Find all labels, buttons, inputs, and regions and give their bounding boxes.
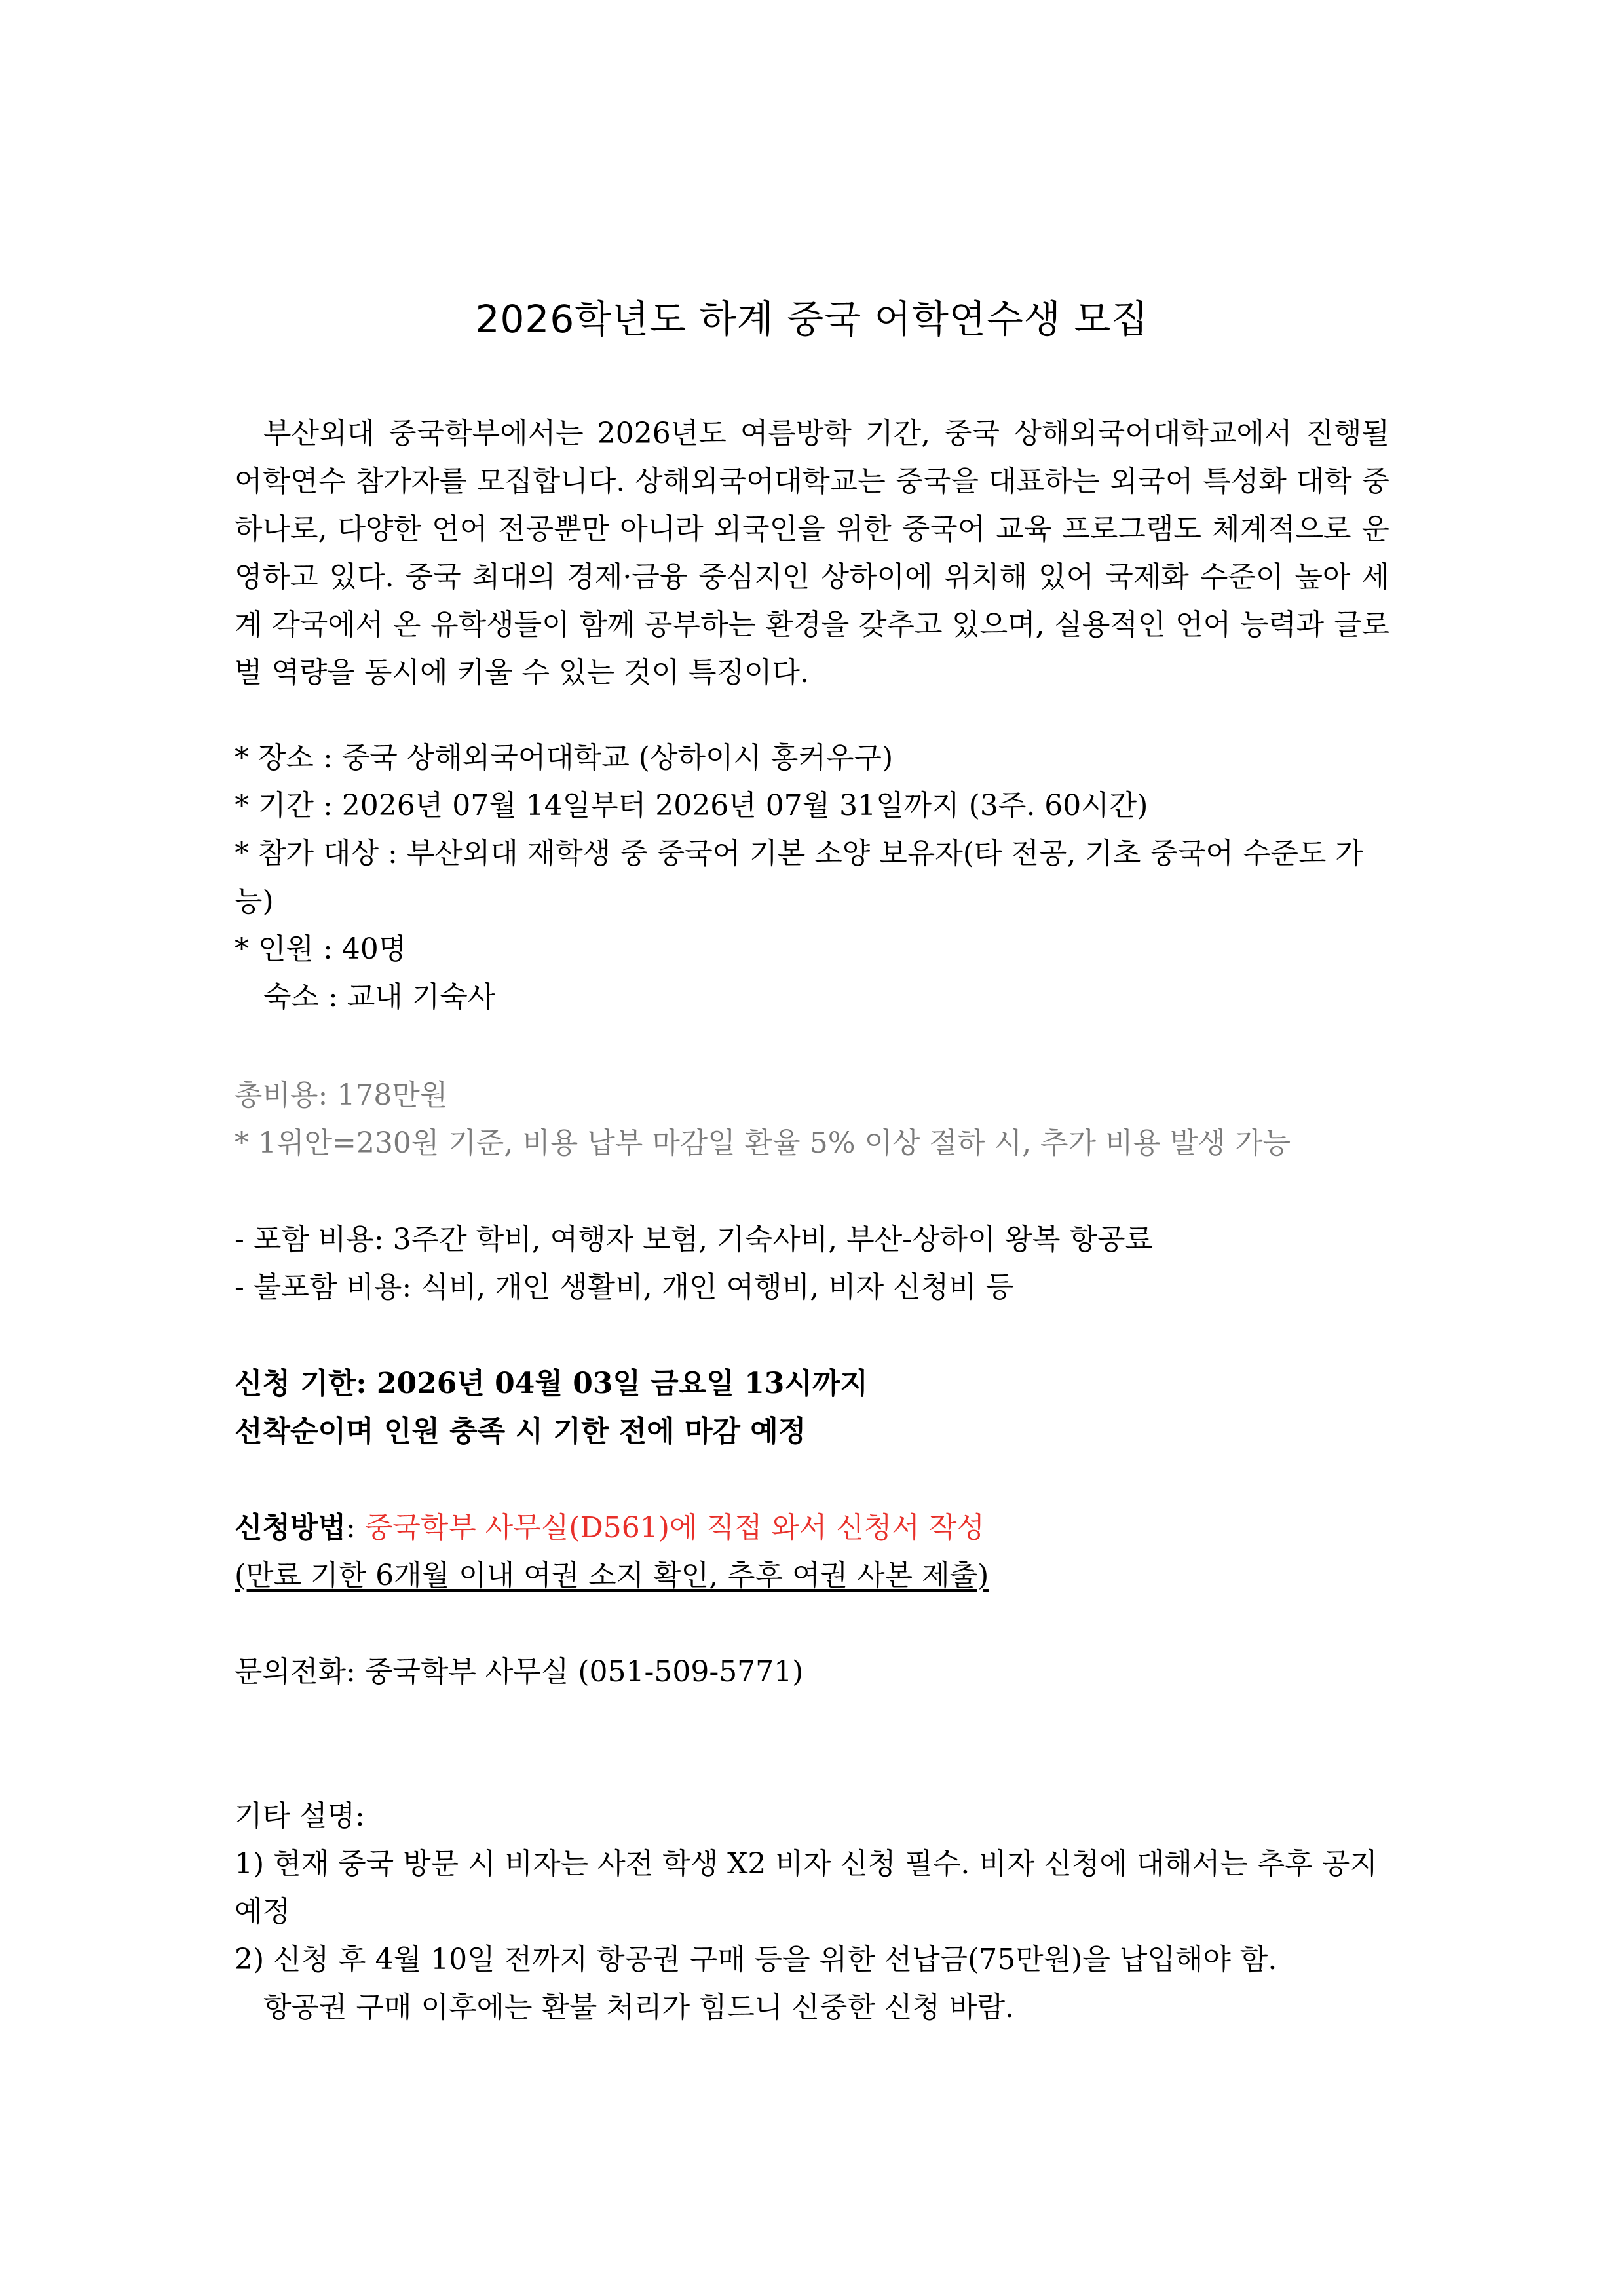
total-cost-line: 총비용: 178만원 [235, 1079, 448, 1112]
included-costs-line: - 포함 비용: 3주간 학비, 여행자 보험, 기숙사비, 부산-상하이 왕복 항공료 [235, 1223, 1153, 1256]
contact-line: 문의전화: 중국학부 사무실 (051-509-5771) [235, 1655, 804, 1689]
other-item-2: 2) 신청 후 4월 10일 전까지 항공권 구매 등을 위한 선납금(75만원)을 납입해야 함. [235, 1943, 1277, 1976]
other-heading: 기타 설명: [235, 1799, 365, 1833]
apply-method: 중국학부 사무실(D561)에 직접 와서 신청서 작성 [364, 1511, 985, 1544]
deadline-line: 신청 기한: 2026년 04월 03일 금요일 13시까지 [235, 1367, 868, 1400]
passport-note: (만료 기한 6개월 이내 여권 소지 확인, 추후 여권 사본 제출) [235, 1559, 989, 1592]
period-line: * 기간 : 2026년 07월 14일부터 2026년 07월 31일까지 (3주. 60시간) [235, 789, 1148, 822]
exchange-rate-note: * 1위안=230원 기준, 비용 납부 마감일 환율 5% 이상 절하 시, 추가 비용 발생 가능 [235, 1126, 1291, 1160]
inclusions-section [235, 1215, 1389, 1311]
first-come-line: 선착순이며 인원 충족 시 기한 전에 마감 예정 [235, 1415, 806, 1448]
deadline-section [235, 1360, 1389, 1455]
excluded-costs-line: - 불포함 비용: 식비, 개인 생활비, 개인 여행비, 비자 신청비 등 [235, 1271, 1014, 1304]
location-line: * 장소 : 중국 상해외국어대학교 (상하이시 홍커우구) [235, 741, 894, 775]
cost-section [235, 1071, 1389, 1167]
headcount-line: * 인원 : 40명 [235, 932, 407, 966]
apply-separator: : [346, 1511, 365, 1544]
apply-section [235, 1504, 1389, 1599]
details-section [235, 734, 1389, 1021]
contact-section [235, 1648, 1389, 1696]
other-item-1: 1) 현재 중국 방문 시 비자는 사전 학생 X2 비자 신청 필수. 비자 신청에 대해서는 추후 공지 예정 [235, 1847, 1378, 1928]
intro-paragraph: 부산외대 중국학부에서는 2026년도 여름방학 기간, 중국 상해외국어대학교에서 진행될 어학연수 참가자를 모집합니다. 상해외국어대학교는 중국을 대표하는 외국어 특성화 대학 중 하나로, 다양한 언어 전공뿐만 아니라 외국인을 위한 중국어 교육 프로그램도 체계적으로 운영하고 있다. 중국 최대의 경제·금융 중심지인 상하이에 위치해 있어 국제화 수준이 높아 세계 각국에서 온 유학생들이 함께 공부하는 환경을 갖추고 있으며, 실용적인 언어 능력과 글로벌 역량을 동시에 키울 수 있는 것이 특징이다. [235, 417, 1389, 689]
other-section [235, 1792, 1389, 2031]
apply-method-line [235, 1504, 1389, 1552]
apply-label: 신청방법 [235, 1511, 347, 1544]
other-item-2-continued: 항공권 구매 이후에는 환불 처리가 힘드니 신중한 신청 바람. [263, 1991, 1014, 2024]
page-title: 2026학년도 하계 중국 어학연수생 모집 [475, 296, 1149, 341]
target-line: * 참가 대상 : 부산외대 재학생 중 중국어 기본 소양 보유자(타 전공, 기초 중국어 수준도 가능) [235, 837, 1363, 918]
housing-line: 숙소 : 교내 기숙사 [263, 980, 496, 1014]
